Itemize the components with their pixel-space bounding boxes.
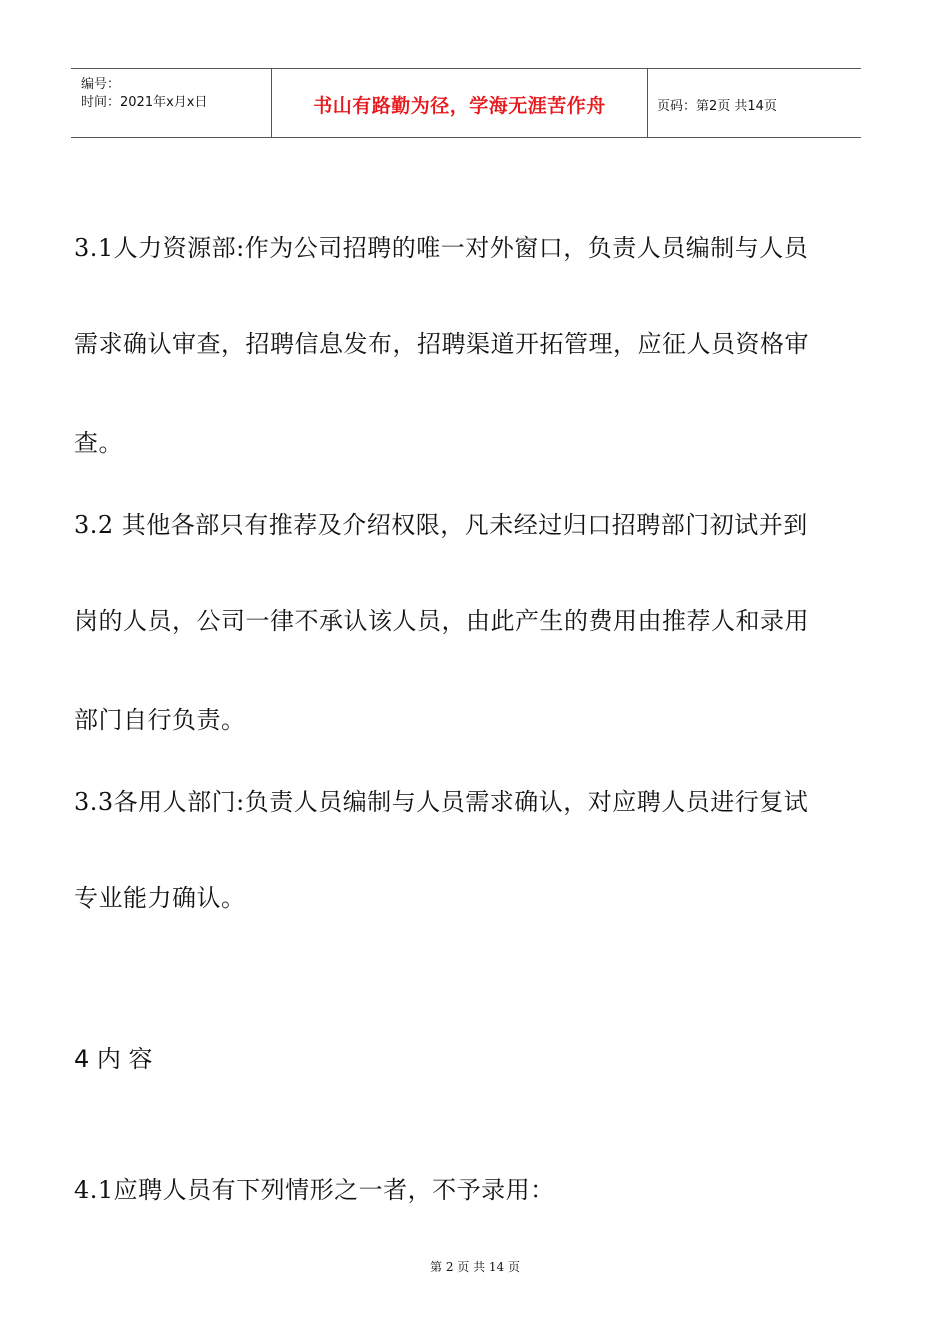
body-line-1: 3.1人力资源部:作为公司招聘的唯一对外窗口，负责人员编制与人员 [74,234,809,262]
body-line-3: 查。 [74,429,123,457]
document-number-label: 编号： [81,77,121,92]
header-meta-cell [71,69,271,137]
body-line-5: 岗的人员，公司一律不承认该人员，由此产生的费用由推荐人和录用 [74,607,809,635]
body-line-8: 专业能力确认。 [74,884,246,912]
body-line-4: 3.2 其他各部只有推荐及介绍权限，凡未经过归口招聘部门初试并到 [74,511,808,539]
section-heading: 4 内 容 [74,1045,153,1073]
header-motto-cell [271,69,648,137]
document-date-label: 时间：2021年x月x日 [81,95,208,110]
body-line-6: 部门自行负责。 [74,706,246,734]
body-line-2: 需求确认审查，招聘信息发布，招聘渠道开拓管理，应征人员资格审 [74,330,809,358]
header-page-cell [647,69,861,137]
body-line-9: 4.1应聘人员有下列情形之一者，不予录用： [74,1176,555,1204]
header-motto: 书山有路勤为径，学海无涯苦作舟 [313,95,606,117]
header-page-info: 页码：第2页 共14页 [657,99,777,114]
page-footer: 第 2 页 共 14 页 [430,1260,520,1274]
body-line-7: 3.3各用人部门:负责人员编制与人员需求确认，对应聘人员进行复试 [74,788,809,816]
page-header [71,68,861,138]
